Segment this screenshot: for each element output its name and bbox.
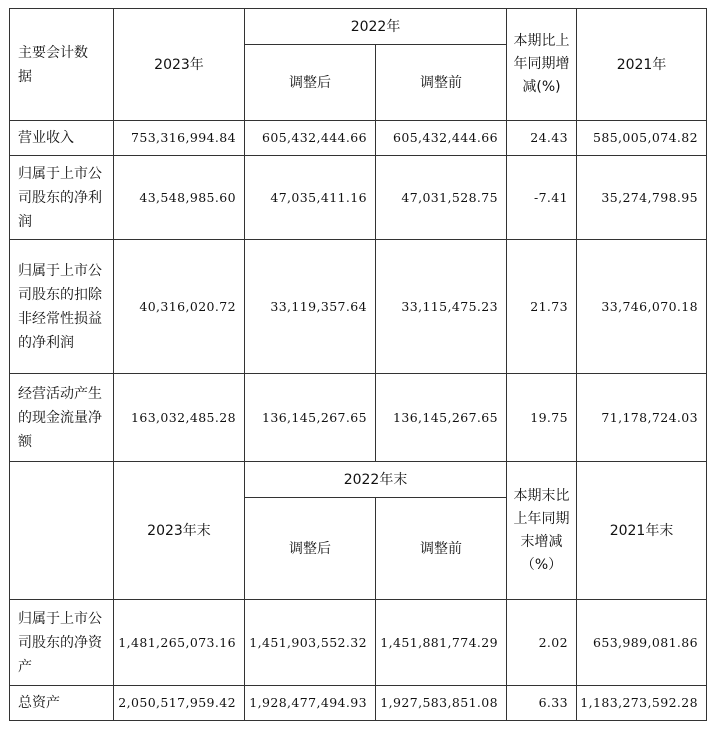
- table-row: [10, 156, 707, 240]
- cell-change: 21.73: [507, 240, 577, 374]
- header2-2023-end: 2023年末: [114, 462, 245, 600]
- cell-2023: 2,050,517,959.42: [114, 686, 245, 721]
- cell-2021: 585,005,074.82: [577, 121, 707, 156]
- cell-2021: 71,178,724.03: [577, 374, 707, 462]
- cell-2023: 43,548,985.60: [114, 156, 245, 240]
- table-row: [10, 686, 707, 721]
- header-change: 本期比上年同期增减(%): [507, 9, 577, 121]
- header-row-1: [10, 9, 707, 45]
- header-2022-after: 调整后: [245, 45, 376, 121]
- header2-item-empty: [10, 462, 114, 600]
- cell-2022-after: 33,119,357.64: [245, 240, 376, 374]
- cell-2022-before: 47,031,528.75: [376, 156, 507, 240]
- cell-2021: 35,274,798.95: [577, 156, 707, 240]
- cell-change: 2.02: [507, 600, 577, 686]
- cell-2022-before: 136,145,267.65: [376, 374, 507, 462]
- header-item: 主要会计数据: [10, 9, 114, 121]
- table-row: [10, 240, 707, 374]
- row-label: 经营活动产生的现金流量净额: [10, 374, 114, 462]
- header2-2022-end: 2022年末: [245, 462, 507, 498]
- financial-data-table: [9, 8, 707, 721]
- cell-change: 24.43: [507, 121, 577, 156]
- table-row: [10, 600, 707, 686]
- cell-2023: 753,316,994.84: [114, 121, 245, 156]
- cell-change: 6.33: [507, 686, 577, 721]
- cell-2022-after: 136,145,267.65: [245, 374, 376, 462]
- cell-2022-before: 33,115,475.23: [376, 240, 507, 374]
- header2-change: 本期末比上年同期末增减（%）: [507, 462, 577, 600]
- header-2021: 2021年: [577, 9, 707, 121]
- cell-2022-before: 1,927,583,851.08: [376, 686, 507, 721]
- header2-2022-before: 调整前: [376, 498, 507, 600]
- row-label: 归属于上市公司股东的扣除非经常性损益的净利润: [10, 240, 114, 374]
- row-label: 营业收入: [10, 121, 114, 156]
- header2-2021-end: 2021年末: [577, 462, 707, 600]
- cell-2022-before: 605,432,444.66: [376, 121, 507, 156]
- cell-change: -7.41: [507, 156, 577, 240]
- cell-2023: 163,032,485.28: [114, 374, 245, 462]
- cell-2022-after: 1,451,903,552.32: [245, 600, 376, 686]
- header2-2022-after: 调整后: [245, 498, 376, 600]
- header2-row-1: [10, 462, 707, 498]
- header-2023: 2023年: [114, 9, 245, 121]
- header-2022-before: 调整前: [376, 45, 507, 121]
- cell-2021: 1,183,273,592.28: [577, 686, 707, 721]
- cell-2023: 40,316,020.72: [114, 240, 245, 374]
- row-label: 总资产: [10, 686, 114, 721]
- cell-2021: 653,989,081.86: [577, 600, 707, 686]
- cell-2022-after: 605,432,444.66: [245, 121, 376, 156]
- cell-change: 19.75: [507, 374, 577, 462]
- cell-2022-after: 1,928,477,494.93: [245, 686, 376, 721]
- cell-2021: 33,746,070.18: [577, 240, 707, 374]
- table-row: [10, 121, 707, 156]
- cell-2022-before: 1,451,881,774.29: [376, 600, 507, 686]
- cell-2023: 1,481,265,073.16: [114, 600, 245, 686]
- row-label: 归属于上市公司股东的净利润: [10, 156, 114, 240]
- header-2022: 2022年: [245, 9, 507, 45]
- table-row: [10, 374, 707, 462]
- cell-2022-after: 47,035,411.16: [245, 156, 376, 240]
- row-label: 归属于上市公司股东的净资产: [10, 600, 114, 686]
